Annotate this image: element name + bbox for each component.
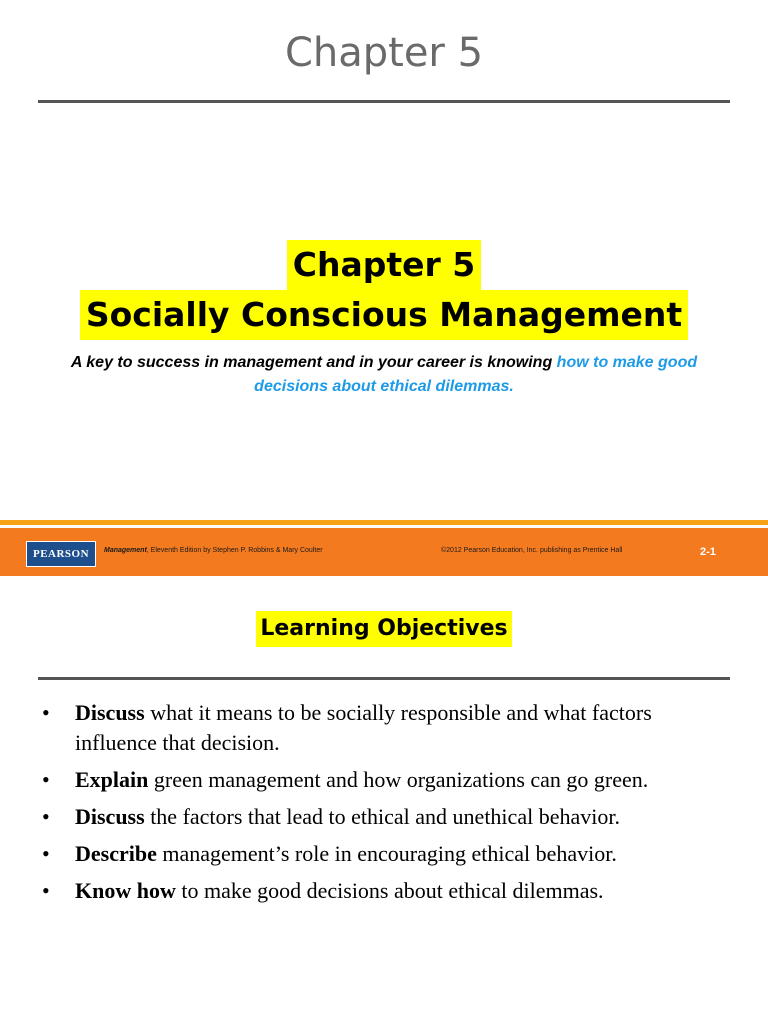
book-title: Management: [104, 547, 147, 554]
objective-verb: Know how: [75, 878, 176, 903]
book-credit-text: , Eleventh Edition by Stephen P. Robbins & Mary Coulter: [146, 547, 323, 554]
bullet-icon: •: [42, 878, 50, 903]
bullet-icon: •: [42, 700, 50, 725]
list-item: [42, 876, 732, 906]
objective-verb: Discuss: [75, 804, 145, 829]
bullet-icon: •: [42, 841, 50, 866]
header-divider: [38, 100, 730, 103]
pearson-logo: PEARSON: [26, 541, 96, 567]
objective-text: to make good decisions about ethical dilemmas.: [175, 878, 604, 903]
list-item: [42, 698, 732, 758]
objective-text: the factors that lead to ethical and unethical behavior.: [144, 804, 620, 829]
learning-objectives-heading: Learning Objectives: [256, 611, 511, 647]
objective-verb: Discuss: [75, 700, 145, 725]
objective-text: what it means to be socially responsible and what factors influence that decision.: [75, 700, 652, 755]
subtitle-text: A key to success in management and in your career is knowing: [70, 354, 557, 371]
chapter-title: Chapter 5: [287, 240, 481, 290]
list-item: [42, 802, 732, 832]
objective-text: green management and how organizations can go green.: [148, 767, 649, 792]
objective-text: management’s role in encouraging ethical behavior.: [156, 841, 617, 866]
objectives-divider: [38, 677, 730, 680]
objectives-list: [42, 698, 732, 913]
objective-verb: Describe: [75, 841, 157, 866]
slide-title-block: [0, 240, 768, 340]
list-item: [42, 765, 732, 795]
slide-header: [0, 0, 768, 104]
footer-copyright: ©2012 Pearson Education, Inc. publishing as Prentice Hall: [441, 547, 623, 554]
list-item: [42, 839, 732, 869]
learning-objectives-heading-wrap: [0, 611, 768, 647]
bullet-icon: •: [42, 804, 50, 829]
page-number: 2-1: [700, 546, 716, 558]
slide-subtitle: [40, 351, 728, 399]
bullet-icon: •: [42, 767, 50, 792]
objective-verb: Explain: [75, 767, 149, 792]
chapter-heading: Chapter 5: [284, 30, 484, 76]
slide-footer: [0, 520, 768, 576]
footer-book-credit: [104, 547, 323, 554]
chapter-subject: Socially Conscious Management: [80, 290, 688, 340]
subtitle-accent-text: how to make good decisions about ethical dilemmas.: [254, 354, 698, 395]
